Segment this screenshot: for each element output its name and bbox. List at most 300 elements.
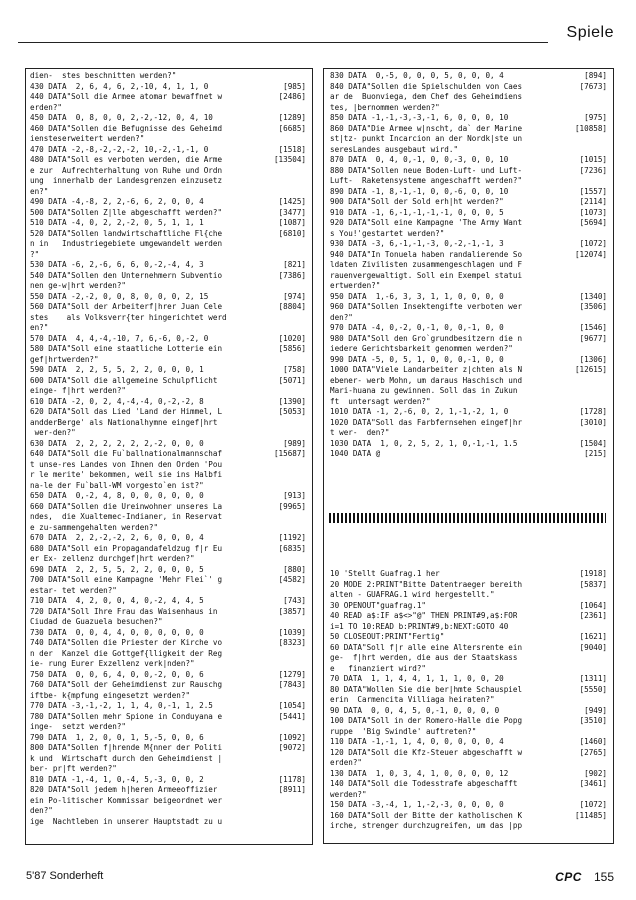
code-text: 720 DATA"Soll Ihre Frau das Waisenhaus in <box>30 606 218 616</box>
code-line <box>30 806 306 817</box>
checksum: [2114] <box>579 197 607 206</box>
code-line <box>330 758 607 769</box>
code-text: wer-den?" <box>30 428 76 437</box>
code-text: 1010 DATA -1, 2,-6, 0, 2, 1,-1,-2, 1, 0 <box>330 407 509 416</box>
code-line <box>30 649 306 660</box>
code-line <box>30 281 306 292</box>
code-text: Ciudad de Guazuela besuchen?" <box>30 617 163 626</box>
checksum: [2486] <box>278 92 306 101</box>
code-text: 800 DATA"Sollen f|hrende M{nner der Politi <box>30 743 223 752</box>
code-text: st|tz- punkt Incarcion an der Nordk|ste un <box>330 134 523 143</box>
checksum: [1340] <box>579 291 607 301</box>
code-line <box>30 617 306 628</box>
checksum: [1092] <box>278 732 306 742</box>
code-line <box>30 638 306 649</box>
code-line <box>30 733 306 744</box>
checksum: [15687] <box>273 449 306 458</box>
code-text: 900 DATA"Soll der Sold erh|ht werden?" <box>330 197 504 206</box>
code-line <box>30 754 306 765</box>
checksum: [1279] <box>278 669 306 679</box>
checksum <box>302 460 306 471</box>
code-text: 460 DATA"Sollen die Befugnisse des Geheimd <box>30 123 223 133</box>
checksum: [5053] <box>278 407 306 416</box>
code-line <box>30 596 306 607</box>
code-line <box>330 71 607 82</box>
code-text: 570 DATA 4, 4,-4,-10, 7, 6,-6, 0,-2, 0 <box>30 333 209 343</box>
code-line <box>330 323 607 334</box>
code-text: 30 OPENOUT"guafrag.1" <box>330 600 427 610</box>
code-text: ruppe 'Big Swindle' auftreten?" <box>330 726 477 736</box>
code-text: werden?" <box>330 789 367 799</box>
checksum: [2361] <box>579 611 607 620</box>
code-line <box>330 449 607 460</box>
checksum <box>603 790 607 801</box>
checksum <box>302 470 306 481</box>
checksum: [902] <box>584 768 607 778</box>
code-text: 130 DATA 1, 0, 3, 4, 1, 0, 0, 0, 0, 12 <box>330 768 509 778</box>
code-line <box>330 239 607 250</box>
checksum: [1087] <box>278 218 306 227</box>
code-line <box>330 344 607 355</box>
code-text: 820 DATA"Soll jedem h|heren Armeeoffizier <box>30 785 218 794</box>
code-text: 560 DATA"Soll der Arbeiterf|hrer Juan Cele <box>30 302 223 311</box>
code-line <box>330 580 607 591</box>
code-text: 440 DATA"Soll die Armee atomar bewaffnet w <box>30 92 223 101</box>
checksum: [3461] <box>579 779 607 788</box>
code-line <box>330 821 607 832</box>
code-line <box>30 586 306 597</box>
code-line <box>330 601 607 612</box>
code-line <box>30 407 306 418</box>
code-text: 500 DATA"Sollen Z|lle abgeschafft werden?" <box>30 207 223 217</box>
checksum <box>302 428 306 439</box>
code-line <box>30 512 306 523</box>
code-text: ige Nachtleben in unserer Hauptstadt zu u <box>30 816 223 826</box>
checksum: [215] <box>584 449 607 458</box>
code-text: 860 DATA"Die Armee w|nscht, da` der Marine <box>330 123 523 133</box>
code-line <box>330 779 607 790</box>
code-line <box>30 691 306 702</box>
code-text: na-le der Fu`ball-WM vorgesto`en ist?" <box>30 480 204 490</box>
checksum <box>302 355 306 366</box>
code-text: 830 DATA 0,-5, 0, 0, 0, 5, 0, 0, 0, 4 <box>330 71 504 80</box>
checksum <box>603 727 607 738</box>
code-line <box>330 92 607 103</box>
code-line <box>30 796 306 807</box>
code-text: 670 DATA 2, 2,-2,-2, 2, 6, 0, 0, 0, 4 <box>30 533 204 542</box>
code-text: t wer- den?" <box>330 428 390 437</box>
code-text: 50 CLOSEOUT:PRINT"Fertig" <box>330 632 445 641</box>
code-line <box>30 334 306 345</box>
code-text: 620 DATA"Soll das Lied 'Land der Himmel, L <box>30 407 223 416</box>
checksum: [894] <box>584 71 607 80</box>
checksum <box>302 313 306 324</box>
code-text: 960 DATA"Sollen Insektengifte verboten wer <box>330 302 523 311</box>
code-text: 940 DATA"In Tonuela haben randalierende So <box>330 249 523 259</box>
code-line <box>30 470 306 481</box>
checksum: [10858] <box>574 123 607 133</box>
code-text: iftbe- k{mpfung eingesetzt werden?" <box>30 690 191 700</box>
code-line <box>30 344 306 355</box>
header-rule <box>18 42 548 43</box>
code-text: ge- f|hrt werden, die aus der Staatskass <box>330 653 518 662</box>
checksum <box>302 817 306 828</box>
code-line <box>330 82 607 93</box>
code-line <box>330 250 607 261</box>
checksum <box>603 92 607 103</box>
code-line <box>30 701 306 712</box>
checksum: [1918] <box>579 569 607 578</box>
code-line <box>330 103 607 114</box>
code-text: ie- rung Eurer Exzellenz verk|nden?" <box>30 659 195 668</box>
code-line <box>330 229 607 240</box>
checksum: [1518] <box>278 144 306 154</box>
code-line <box>30 376 306 387</box>
checksum: [1460] <box>579 737 607 746</box>
code-line <box>30 239 306 250</box>
checksum <box>302 187 306 198</box>
code-text: e zur Aufrechterhaltung von Ruhe und Ordn <box>30 165 223 175</box>
checksum: [12074] <box>574 249 607 259</box>
checksum: [3857] <box>278 606 306 616</box>
code-line <box>330 208 607 219</box>
code-line <box>330 653 607 664</box>
code-line <box>30 250 306 261</box>
checksum: [1306] <box>579 354 607 364</box>
checksum <box>603 397 607 408</box>
checksum <box>302 239 306 250</box>
checksum <box>302 691 306 702</box>
code-line <box>30 197 306 208</box>
code-text: stes als Volksverr{ter hingerichtet werd <box>30 312 227 322</box>
checksum <box>302 764 306 775</box>
checksum: [1192] <box>278 533 306 542</box>
code-line <box>330 355 607 366</box>
code-text: 700 DATA"Soll eine Kampagne 'Mehr Flei`' g <box>30 575 223 584</box>
checksum: [7236] <box>579 165 607 175</box>
code-line <box>330 800 607 811</box>
code-text: 160 DATA"Soll der Bitte der katholischen K <box>330 810 523 820</box>
code-text: den?" <box>30 806 53 815</box>
code-text: 630 DATA 2, 2, 2, 2, 2, 2,-2, 0, 0, 0 <box>30 438 204 448</box>
code-text: 680 DATA"Soll ein Propagandafeldzug f|r Eu <box>30 543 223 553</box>
code-text: 760 DATA"Soll der Geheimdienst zur Rauschg <box>30 680 223 689</box>
code-text: 640 DATA"Soll die Fu`ballnationalmannschaf <box>30 449 223 458</box>
checksum: [6835] <box>278 543 306 553</box>
code-text: 430 DATA 2, 6, 4, 6, 2,-10, 4, 1, 1, 0 <box>30 81 209 91</box>
code-line <box>30 722 306 733</box>
code-text: einge- f|hrt werden?" <box>30 386 127 395</box>
code-line <box>330 611 607 622</box>
checksum <box>302 722 306 733</box>
code-line <box>30 187 306 198</box>
code-line <box>330 811 607 822</box>
code-text: ft untersagt werden?" <box>330 396 431 406</box>
code-text: 920 DATA"Soll eine Kampagne 'The Army Want <box>330 218 523 227</box>
code-line <box>30 775 306 786</box>
checksum: [975] <box>584 113 607 122</box>
checksum: [743] <box>283 596 306 605</box>
checksum <box>603 344 607 355</box>
checksum: [1546] <box>579 323 607 332</box>
code-line <box>330 643 607 654</box>
code-line <box>30 302 306 313</box>
code-line <box>330 187 607 198</box>
code-line <box>330 113 607 124</box>
checksum: [3506] <box>579 302 607 311</box>
checksum <box>302 796 306 807</box>
code-line <box>30 292 306 303</box>
code-line <box>330 313 607 324</box>
code-text: ar de Buonviega, dem Chef des Geheimdiens <box>330 92 523 101</box>
code-line <box>30 565 306 576</box>
checksum: [974] <box>283 291 306 301</box>
checksum <box>603 695 607 706</box>
checksum <box>302 281 306 292</box>
code-line <box>330 632 607 643</box>
code-text: 90 DATA 0, 0, 4, 5, 0,-1, 0, 0, 0, 0 <box>330 705 500 715</box>
code-line <box>330 260 607 271</box>
code-text: 990 DATA -5, 0, 5, 1, 0, 0, 0,-1, 0, 0 <box>330 354 504 364</box>
checksum <box>603 134 607 145</box>
code-text: 450 DATA 0, 8, 0, 0, 2,-2,-12, 0, 4, 10 <box>30 113 213 122</box>
code-text: 1000 DATA"Viele Landarbeiter z|chten als N <box>330 365 523 374</box>
code-text: ndes, die Xualtemec-Indianer, in Reservat <box>30 512 223 521</box>
code-line <box>330 176 607 187</box>
code-text: ebener- werb Mohn, um daraus Haschisch und <box>330 375 523 385</box>
code-line <box>30 481 306 492</box>
separator-bar <box>329 513 606 523</box>
code-line <box>30 607 306 618</box>
code-text: 470 DATA -2,-8,-2,-2,-2, 10,-2,-1,-1, 0 <box>30 144 209 154</box>
checksum <box>603 653 607 664</box>
code-text: 690 DATA 2, 2, 5, 5, 2, 2, 0, 0, 0, 5 <box>30 564 204 574</box>
checksum: [6685] <box>278 123 306 133</box>
checksum: [5837] <box>579 579 607 589</box>
code-text: nen ge-w|hrt werden?" <box>30 281 127 290</box>
code-line <box>330 397 607 408</box>
checksum <box>603 758 607 769</box>
code-text: dien- stes beschnitten werden?" <box>30 71 177 80</box>
code-line <box>30 386 306 397</box>
checksum: [2765] <box>579 747 607 757</box>
checksum: [821] <box>283 260 306 269</box>
checksum <box>603 103 607 114</box>
code-text: rauenvergewaltigt. Soll ein Exempel statui <box>330 270 523 280</box>
code-line <box>30 82 306 93</box>
code-text: 510 DATA -4, 0, 2, 2,-2, 0, 5, 1, 1, 1 <box>30 218 204 227</box>
code-line <box>30 92 306 103</box>
code-line <box>30 449 306 460</box>
code-text: s You!'gestartet werden?" <box>330 228 445 238</box>
code-line <box>30 103 306 114</box>
code-line <box>30 659 306 670</box>
code-text: 540 DATA"Sollen den Unternehmern Subventio <box>30 270 223 280</box>
checksum: [3010] <box>579 417 607 427</box>
code-text: i=1 TO 10:READ b:PRINT#9,b:NEXT:GOTO 40 <box>330 621 509 631</box>
code-text: Mari-huana zu gewinnen. Soll das in Zukun <box>330 386 518 395</box>
checksum: [5441] <box>278 711 306 721</box>
code-line <box>30 124 306 135</box>
code-line <box>30 313 306 324</box>
checksum <box>302 617 306 628</box>
checksum: [9677] <box>579 333 607 343</box>
code-line <box>30 271 306 282</box>
code-line <box>330 790 607 801</box>
checksum <box>302 176 306 187</box>
code-text: ertwerden?" <box>330 281 381 290</box>
code-line <box>330 218 607 229</box>
code-text: en?" <box>30 186 49 196</box>
code-line <box>330 166 607 177</box>
checksum: [1178] <box>278 774 306 784</box>
code-line <box>330 769 607 780</box>
checksum: [12615] <box>574 365 607 374</box>
code-text: e zu-sammengehalten werden?" <box>30 522 159 532</box>
code-line <box>330 334 607 345</box>
checksum: [1020] <box>278 333 306 343</box>
code-text: 80 DATA"Wollen Sie die ber|hmte Schauspiel <box>330 684 523 694</box>
left-code-listing <box>30 71 306 827</box>
checksum <box>603 176 607 187</box>
code-line <box>30 680 306 691</box>
checksum <box>603 376 607 387</box>
code-text: ?" <box>30 249 40 259</box>
code-text: 70 DATA 1, 1, 4, 4, 1, 1, 1, 0, 0, 20 <box>330 674 504 683</box>
checksum <box>302 586 306 597</box>
checksum <box>302 523 306 534</box>
checksum <box>603 664 607 675</box>
code-line <box>30 712 306 723</box>
code-line <box>30 460 306 471</box>
code-text: 930 DATA -3, 6,-1,-1,-3, 0,-2,-1,-1, 3 <box>330 239 504 248</box>
checksum <box>302 323 306 334</box>
checksum: [8911] <box>278 785 306 794</box>
code-text: tes, |bernommen werden?" <box>330 102 440 112</box>
code-text: seresLandes ausgebaut wird." <box>330 144 459 154</box>
code-text: 740 DATA"Sollen die Priester der Kirche vo <box>30 638 223 647</box>
code-text: erden?" <box>30 102 63 112</box>
checksum: [3477] <box>278 207 306 217</box>
checksum <box>603 281 607 292</box>
code-text: andderBerge' als Nationalhymne eingef|hrt <box>30 417 218 427</box>
checksum: [7673] <box>579 81 607 91</box>
checksum: [1039] <box>278 627 306 637</box>
checksum <box>603 313 607 324</box>
code-line <box>30 155 306 166</box>
code-text: ldaten Zivilisten zusammengeschlagen und F <box>330 260 523 269</box>
code-text: 950 DATA 1,-6, 3, 3, 1, 1, 0, 0, 0, 0 <box>330 291 504 301</box>
code-text: 910 DATA -1, 6,-1,-1,-1,-1, 0, 0, 0, 5 <box>330 207 504 217</box>
code-text: en?" <box>30 323 49 332</box>
code-text: 970 DATA -4, 0,-2, 0,-1, 0, 0,-1, 0, 0 <box>330 323 504 332</box>
section-title: Spiele <box>566 24 614 41</box>
checksum: [7386] <box>278 270 306 280</box>
code-text: 870 DATA 0, 4, 0,-1, 0, 0,-3, 0, 0, 10 <box>330 155 509 164</box>
code-line <box>30 176 306 187</box>
code-text: 40 READ a$:IF a$<>"@" THEN PRINT#9,a$:FOR <box>330 611 518 620</box>
code-line <box>330 664 607 675</box>
checksum: [6810] <box>278 228 306 238</box>
checksum: [1728] <box>579 407 607 416</box>
code-line <box>30 365 306 376</box>
checksum <box>603 622 607 633</box>
code-text: 530 DATA -6, 2,-6, 6, 6, 0,-2,-4, 4, 3 <box>30 260 204 269</box>
code-line <box>30 166 306 177</box>
code-text: r le merite' bekommen, weil sie ins Halbfi <box>30 470 223 479</box>
code-text: 110 DATA -1,-1, 1, 4, 0, 0, 0, 0, 0, 4 <box>330 737 504 746</box>
checksum: [9965] <box>278 501 306 511</box>
code-line <box>30 491 306 502</box>
code-text: 850 DATA -1,-1,-3,-3,-1, 6, 0, 0, 0, 10 <box>330 113 509 122</box>
code-line <box>330 706 607 717</box>
checksum: [1557] <box>579 186 607 196</box>
checksum: [1504] <box>579 438 607 448</box>
checksum <box>603 821 607 832</box>
code-line <box>330 302 607 313</box>
code-text: iensteserweitert werden?" <box>30 134 145 143</box>
code-line <box>330 376 607 387</box>
code-text: erden?" <box>330 758 363 767</box>
code-line <box>30 817 306 828</box>
code-text: 750 DATA 0, 0, 6, 4, 0, 0,-2, 0, 0, 6 <box>30 669 204 679</box>
code-line <box>330 716 607 727</box>
checksum: [8323] <box>278 638 306 647</box>
code-line <box>30 743 306 754</box>
code-line <box>330 590 607 601</box>
checksum: [1289] <box>278 113 306 122</box>
code-text: 120 DATA"Soll die Kfz-Steuer abgeschafft w <box>330 747 523 757</box>
checksum <box>302 754 306 765</box>
code-line <box>330 197 607 208</box>
code-text: 790 DATA 1, 2, 0, 0, 1, 5,-5, 0, 0, 6 <box>30 732 204 742</box>
code-line <box>30 418 306 429</box>
checksum <box>302 103 306 114</box>
code-line <box>30 523 306 534</box>
code-line <box>30 323 306 334</box>
code-text: 10 'Stellt Guafrag.1 her <box>330 569 440 578</box>
code-text: ein Po-litischer Kommissar beigeordnet wer <box>30 795 223 805</box>
checksum: [7843] <box>278 680 306 689</box>
code-text: 600 DATA"Soll die allgemeine Schulpflicht <box>30 375 218 385</box>
checksum: [1015] <box>579 155 607 164</box>
code-text: 1030 DATA 1, 0, 2, 5, 2, 1, 0,-1,-1, 1.5 <box>330 438 518 448</box>
code-line <box>330 386 607 397</box>
code-text: 880 DATA"Sollen neue Boden-Luft- und Luft- <box>330 165 523 175</box>
code-text: inge- setzt werden?" <box>30 722 127 731</box>
code-line <box>330 737 607 748</box>
checksum: [8804] <box>278 302 306 311</box>
checksum <box>302 418 306 429</box>
code-text: 590 DATA 2, 2, 5, 5, 2, 2, 0, 0, 0, 1 <box>30 365 204 374</box>
code-text: t unse-res Landes von Ihnen den Orden 'Pou <box>30 459 223 469</box>
checksum: [758] <box>283 365 306 374</box>
code-text: 840 DATA"Sollen die Spielschulden von Caes <box>330 81 523 91</box>
checksum <box>302 554 306 565</box>
code-text: 550 DATA -2,-2, 0, 0, 8, 0, 0, 0, 2, 15 <box>30 291 209 301</box>
code-text: n in Industriegebiete umgewandelt werden <box>30 239 223 248</box>
checksum: [1621] <box>579 632 607 641</box>
code-text: 980 DATA"Soll den Gro`grundbesitzern die n <box>330 333 523 343</box>
checksum: [5550] <box>579 684 607 694</box>
code-text: 770 DATA -3,-1,-2, 1, 1, 4, 0,-1, 1, 2.5 <box>30 701 213 710</box>
code-text: e finanziert wird?" <box>330 663 427 673</box>
checksum: [880] <box>283 564 306 574</box>
code-line <box>330 695 607 706</box>
code-line <box>330 407 607 418</box>
code-line <box>30 628 306 639</box>
code-line <box>30 428 306 439</box>
